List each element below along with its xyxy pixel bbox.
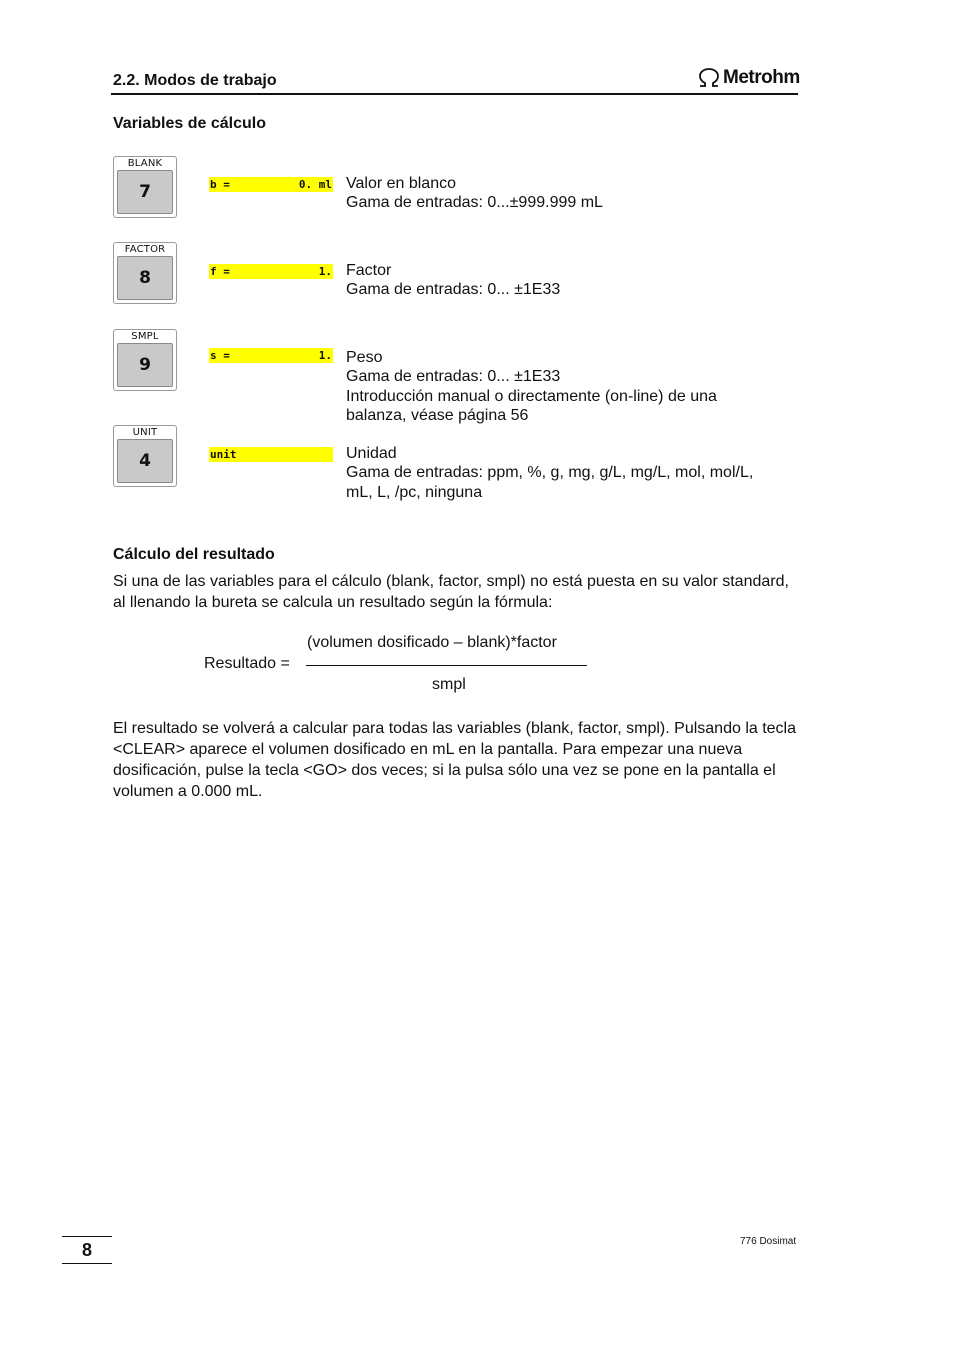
key-digit: 8 bbox=[117, 256, 173, 300]
key-label: SMPL bbox=[131, 331, 159, 342]
result-intro: Si una de las variables para el cálculo (blank, factor, smpl) no está puesta en su valor standard, al llenando la bureta se calcula un resultado según la fórmula: bbox=[113, 573, 789, 611]
smpl-key[interactable] bbox=[113, 329, 177, 391]
lcd-display-unit bbox=[209, 447, 333, 462]
lcd-display-smpl bbox=[209, 348, 333, 363]
factor-key[interactable] bbox=[113, 242, 177, 304]
metrohm-logo bbox=[697, 67, 800, 89]
formula-numerator: (volumen dosificado – blank)*factor bbox=[307, 634, 557, 651]
factor-description: Factor Gama de entradas: 0... ±1E33 bbox=[346, 262, 561, 299]
result-body: El resultado se volverá a calcular para todas las variables (blank, factor, smpl). Pulsando la tecla <CLEAR> aparece el volumen dosificado en mL en la pantalla. Para empezar una nueva dosificación, pulse la tecla <GO> dos veces; si la pulsa sólo una vez se pone en la pantalla el volumen a 0.000 mL. bbox=[113, 720, 797, 800]
section-title: 2.2. Modos de trabajo bbox=[113, 72, 277, 89]
lcd-right: 1. bbox=[318, 349, 332, 362]
logo-text: Metrohm bbox=[723, 67, 800, 88]
fraction-line bbox=[306, 665, 587, 666]
blank-description: Valor en blanco Gama de entradas: 0...±999.999 mL bbox=[346, 175, 603, 212]
omega-icon bbox=[697, 68, 721, 88]
key-label: BLANK bbox=[127, 158, 163, 169]
lcd-display-factor bbox=[209, 264, 333, 279]
lcd-left: b = bbox=[210, 178, 230, 191]
lcd-left: s = bbox=[210, 349, 230, 362]
page-number: 8 bbox=[82, 1240, 93, 1260]
smpl-description: Peso Gama de entradas: 0... ±1E33 Introducción manual o directamente (on-line) de una balanza, véase página 56 bbox=[346, 349, 717, 424]
key-digit: 4 bbox=[117, 439, 173, 483]
formula-denominator: smpl bbox=[432, 676, 466, 693]
lcd-right: 1. bbox=[318, 265, 332, 278]
header-rule bbox=[111, 93, 798, 95]
footer-rule-top bbox=[62, 1236, 112, 1237]
result-heading: Cálculo del resultado bbox=[113, 546, 275, 563]
formula-lhs: Resultado = bbox=[204, 655, 290, 672]
key-label: UNIT bbox=[132, 427, 158, 438]
key-digit: 9 bbox=[117, 343, 173, 387]
unit-description: Unidad Gama de entradas: ppm, %, g, mg, g/L, mg/L, mol, mol/L, mL, L, /pc, ninguna bbox=[346, 445, 754, 501]
lcd-right: 0. ml bbox=[298, 178, 332, 191]
unit-key[interactable] bbox=[113, 425, 177, 487]
lcd-display-blank bbox=[209, 177, 333, 192]
key-label: FACTOR bbox=[124, 244, 166, 255]
lcd-left: unit bbox=[210, 448, 237, 461]
footer-rule-bottom bbox=[62, 1263, 112, 1264]
key-digit: 7 bbox=[117, 170, 173, 214]
lcd-left: f = bbox=[210, 265, 230, 278]
blank-key[interactable] bbox=[113, 156, 177, 218]
product-name: 776 Dosimat bbox=[740, 1236, 797, 1247]
variables-heading: Variables de cálculo bbox=[113, 115, 266, 132]
